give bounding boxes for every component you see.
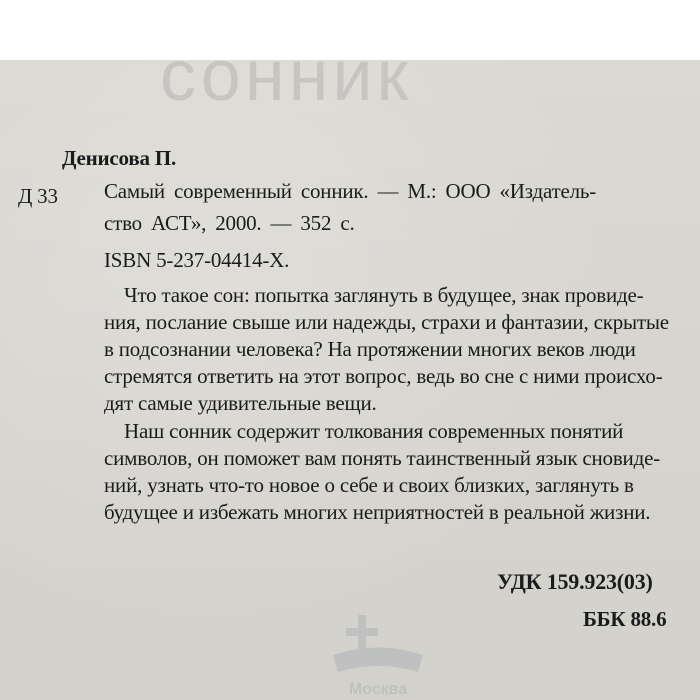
annotation-line-3: в подсознании человека? На протяжении многих веков люди [104, 337, 636, 361]
bbk-classification: ББК 88.6 [583, 607, 667, 631]
annotation-line-5: дят самые удивительные вещи. [104, 391, 377, 415]
author-name: Денисова П. [62, 146, 176, 170]
annotation-line-4: стремятся ответить на этот вопрос, ведь во сне с ними происхо- [104, 364, 663, 388]
annotation-line-6: Наш сонник содержит толкования современных понятий [124, 419, 624, 443]
publisher-logo-icon [318, 610, 438, 700]
library-code: Д 33 [18, 184, 58, 208]
annotation-line-9: будущее и избежать многих неприятностей в реальной жизни. [104, 500, 651, 524]
annotation-line-8: ний, узнать что-то новое о себе и своих близких, заглянуть в [104, 473, 634, 497]
annotation-line-1: Что такое сон: попытка заглянуть в будущее, знак провиде- [124, 283, 644, 307]
bibliographic-description-line-2: ство АСТ», 2000. — 352 с. [104, 211, 355, 235]
isbn-number: ISBN 5-237-04414-X. [104, 248, 290, 272]
publisher-mark-text: Москва [348, 681, 408, 698]
udk-classification: УДК 159.923(03) [497, 569, 653, 594]
bibliographic-description-line-1: Самый современный сонник. — М.: ООО «Издатель- [104, 179, 597, 203]
ghost-title-fragment: сонник [160, 36, 413, 116]
annotation-line-7: символов, он поможет вам понять таинственный язык сновиде- [104, 446, 660, 470]
annotation-line-2: ния, послание свыше или надежды, страхи и фантазии, скрытые [104, 310, 669, 334]
